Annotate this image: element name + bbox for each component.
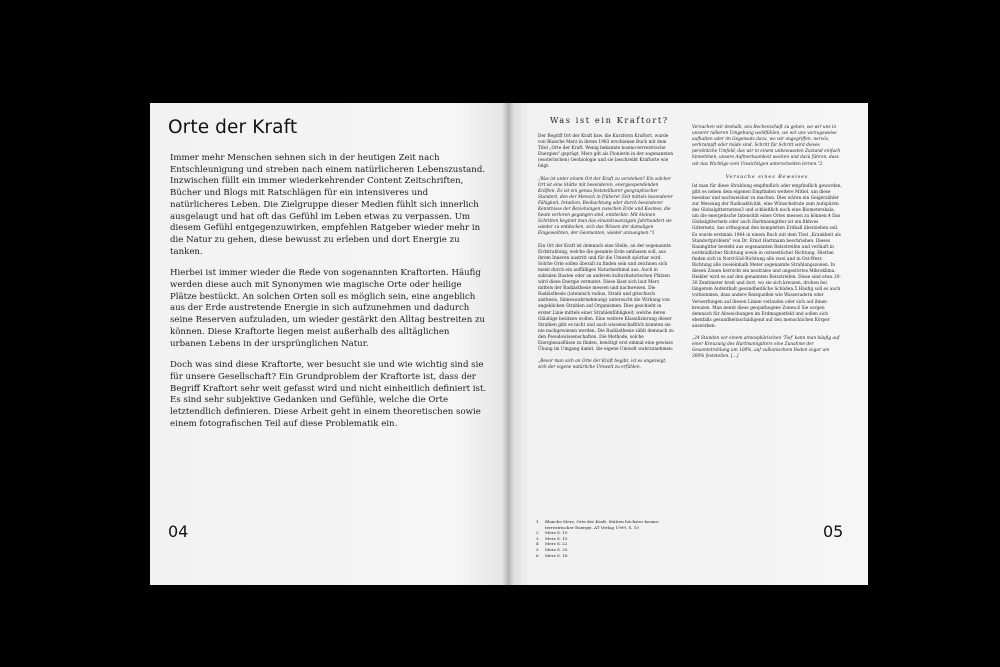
paragraph: Ein Ort der Kraft ist demnach eine Stelle, an der sogenannte Erdstrahlung, welche die gesamte Erde umfassen soll, aus ihrem Inneren austritt und für die Umwelt spürbar wird. Solche Orte sollen überall zu finden sein und zeichnen sich meist durch ein auffälliges Naturmerkmal aus. Auch in sakralen Bauten oder an anderen kulturhistorischen Plätzen wird diese Energie vermutet. Diese lässt sich laut Merz mittels der Radiästhesie messen und nachweisen. Die Radiästhesie (lateinisch radius, Strahl und griechisch aisthesis, Sinneswahrnehmung) untersucht die Wirkung von angeblichen Strahlen auf Organismen. Dies geschieht in erster Linie mittels einer Strahlenfühligkeit, welche deren Gläubige besitzen wollen. Eine weitere Klassifizierung dieser Strahlen gibt es nicht und auch wissenschaftlich konnten sie nie nachgewiesen werden. Die Radiästhesie zählt demnach zu den Pseudowissenschaften. Die Methode, solche Energieausflüsse zu finden, benötigt erst einmal eine gewisse Übung im Umgang damit, die eigene Umwelt wahrzunehmen: xyxy=(538,243,674,353)
quote: „Bevor man sich an Orte der Kraft begibt, ist es angezeigt, sich der eigene natürliche Umwelt zu erfühlen. xyxy=(538,359,667,371)
quote: Versuchen wir deshalb, uns Rechenschaft zu geben, wo wir uns in unserer näheren Umgebung wohlfühlen, wo wir uns vorzugsweise aufhalten oder im Gegensatz dazu, wo wir angegriffen, nervös, verkrampft oder müde sind. Schritt für Schritt wird dieses persönliche Umfeld, das wir in einem unbewussten Zustand einfach hinnehmen, unsere Aufmerksamkeit wecken und dazu führen, dass wir das Wichtige vom Unwichtigen unterscheiden lernen."2 xyxy=(692,125,841,167)
footnote-number: 1 xyxy=(536,519,539,524)
footnote xyxy=(536,519,686,530)
footnote-number: 4 xyxy=(536,541,539,547)
left-page xyxy=(150,103,508,585)
text-column-2 xyxy=(692,125,842,366)
page-title: Orte der Kraft xyxy=(168,117,298,138)
paragraph: Ist man für diese Strahlung empfindlich oder empfindlich geworden, gibt es neben dem eigenen Empfinden weitere Mittel, um diese messbar und nachweisbar zu machen. Dies wären ein Geigerzähler zur Messung der Radioaktivität, eine Wünschelrute zum Aufspüren des Globalgitternetzes3 und schließlich noch eine Biometerskala, um die energetische Intensität eines Ortes messen zu können.4 Das Globalgitternetz oder auch Hartmanngitter ist ein fiktives Gitternetz, das orthogonal den kompletten Erdball überziehen soll. Es wurde erstmals 1964 in einem Buch mit dem Titel „Krankheit als Standortproblem" von Dr. Ernst Hartmann beschrieben. Dieses Raumgitter besteht aus sogenannten Reizstreifen und verläuft in nordsüdlicher Richtung sowie in ostwestlicher Richtung. Hierbei finden sich in Nord-Süd-Richtung alle zwei und in Ost-West-Richtung alle zweieinhalb Meter sogenannte Strahlungszonen. In diesen Zonen herrscht ein neutrales und ungestörtes Mikroklima. Heikler wird es auf den genannten Reizstreifen. Diese sind etwa 20-30 Zentimeter breit und dort, wo sie sich kreuzen, drohen bei längerem Aufenthalt gesundheitliche Schäden.5 Häufig soll es auch vorkommen, dass andere Reizquellen wie Wasseradern oder Verwerfungen auf diesen Linien verlaufen oder sich auf ihnen kreuzen. Man nennt diese geopathogene Zonen.6 Sie sorgen demnach für Abweichungen im Erdmagnetfeld und sollen sich ebenfalls gesundheitsschädigend auf den menschlichen Körper auswirken: xyxy=(692,183,842,329)
footnote xyxy=(536,553,686,559)
footnote-text: Merz S. 15 xyxy=(545,535,568,541)
text-column-1 xyxy=(538,134,675,377)
section-title: Was ist ein Kraftort? xyxy=(550,115,669,125)
footnote-number: 5 xyxy=(536,546,539,552)
left-body-text xyxy=(170,153,488,440)
quote: „24 Stunden vor einem atmosphärischen 'Tief' kann man häufig auf einer Kreuzung des Hartmanngitters eine Zunahme der Gesamtstrahlung um 100%, auf vulkanischem Boden sogar um 300% feststellen. [...] xyxy=(692,336,840,360)
paragraph: Der Begriff Ort der Kraft bzw. die Kurzform Kraftort, wurde von Blanche Merz in ihrem 1983 erschienen Buch mit dem Titel „Orte der Kraft. Wenig bekannte kosmo-terrestrische Energien" geprägt. Merz gilt als Pionierin in der sogenannten (esoterischen) Geobiologie und sie beschreibt Kraftorte wie folgt: xyxy=(538,134,674,170)
paragraph: Doch was sind diese Kraftorte, wer besucht sie und wie wichtig sind sie für unsere Gesellschaft? Ein Grundproblem der Kraftorte ist, dass der Begriff Kraftort sehr weit gefasst wird und nicht einheitlich definiert ist. Es sind sehr subjektive Gedanken und Gefühle, welche die Orte letztendlich definieren. Diese Arbeit geht in einem theoretischen sowie einem fotografischen Teil auf diese Problematik ein. xyxy=(170,360,487,429)
footnote-text: Merz S. 16 xyxy=(545,552,568,558)
footnote-number: 2 xyxy=(536,530,539,536)
paragraph: Immer mehr Menschen sehnen sich in der heutigen Zeit nach Entschleunigung und streben nach einem natürlicheren Lebenszustand. Inzwischen füllt ein immer wiederkehrender Content Zeitschriften, Bücher und Blogs mit Ratschlägen für ein intensiveres und natürlicheres Leben. Die Zielgruppe dieser Medien fühlt sich innerlich ausgelaugt und hat oft das Gefühl im Leben etwas zu verpassen. Um diesem Gefühl entgegenzuwirken, empfehlen Ratgeber wieder mehr in die Natur zu gehen, diese bewusst zu erleben und dort Energie zu tanken. xyxy=(170,153,486,257)
footnote-text: Merz S. 10 xyxy=(545,530,568,536)
footnote-number: 6 xyxy=(536,552,539,558)
footnote-text: Blanche Merz, Orte der Kraft, Stätten höchster kosmo-terrestrischer Energie, AT Verlag 1999, S. 10 xyxy=(545,519,660,530)
footnote-number: 3 xyxy=(536,535,539,541)
subheading: Versuche eines Beweises xyxy=(725,173,809,180)
footnotes xyxy=(536,519,686,558)
footnote-text: Merz S. 22 xyxy=(545,541,568,547)
footnote-text: Merz S. 20 xyxy=(545,546,568,552)
right-page xyxy=(508,103,868,585)
open-booklet-spread xyxy=(150,103,868,585)
quote: „Was ist unter einem Ort der Kraft zu verstehen? Ein solcher Ort ist eine Stätte mit besonderen, energiespendenden Kräften. Es ist ein genau feststellbarer geographischer Standort, den der Mensch in früherer Zeit mittels besonderer Fähigkeit, Intuition, Beobachtung oder durch besonderer Kenntnisse der Beziehungen zwischen Erde und Kosmos, die heute verloren gegangen sind, entdeckte. Mit kleinen Schritten beginnt man das einundzwanzigste Jahrhundert sie wieder zu entdecken, sich das Wissen der damaligen Eingeweihten, der Geomanten, wieder anzueignen."1 xyxy=(538,176,673,237)
book-gutter xyxy=(502,103,514,585)
page-number: 04 xyxy=(168,522,189,541)
paragraph: Hierbei ist immer wieder die Rede von sogenannten Kraftorten. Häufig werden diese auch mit Synonymen wie magische Orte oder heilige Plätze bestückt. An solchen Orten soll es möglich sein, eine angeblich aus der Erde austretende Energie in sich aufzunehmen und dadurch seine Reserven aufzuladen, um wieder gestärkt den Alltag bestreiten zu können. Diese Kraftorte liegen meist außerhalb des alltäglichen urbanen Lebens in der ursprünglichen Natur. xyxy=(170,268,486,349)
page-number: 05 xyxy=(823,522,844,541)
